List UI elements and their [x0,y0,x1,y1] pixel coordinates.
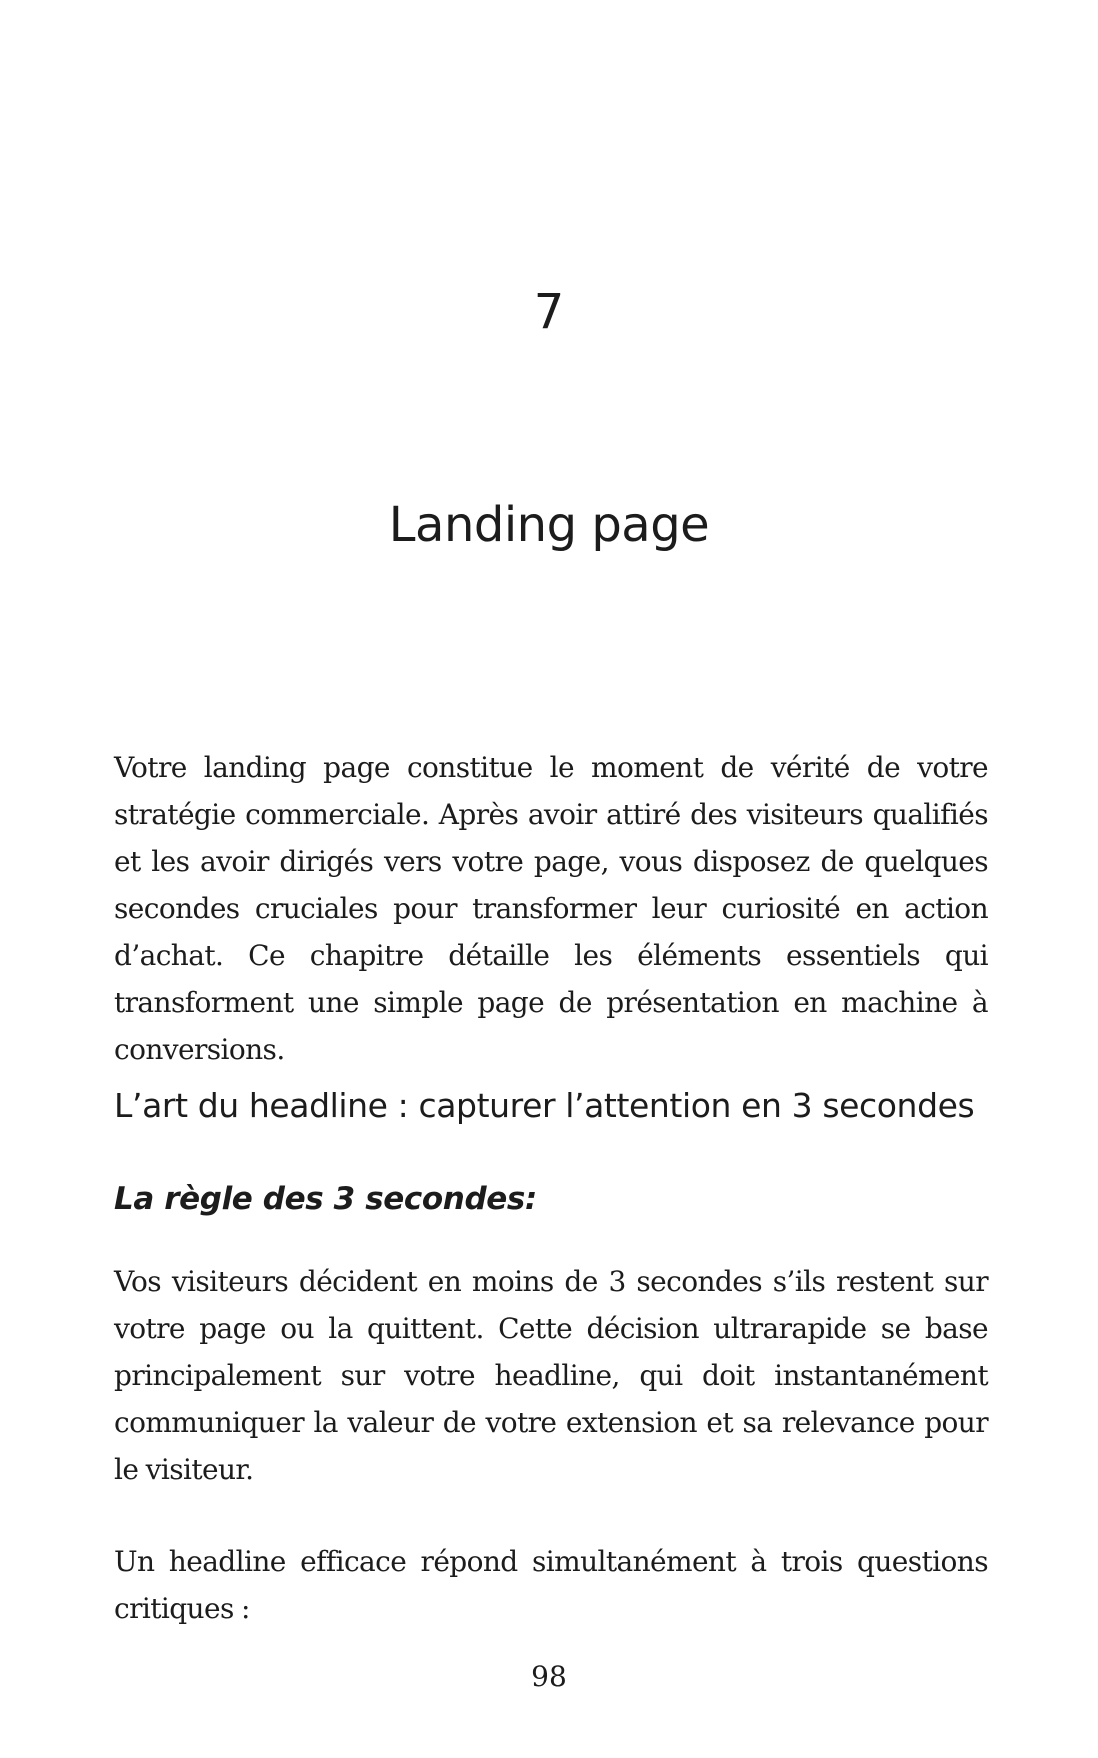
section-heading: L’art du headline : capturer l’attention en 3 secondes [114,1086,975,1125]
questions-paragraph: Un headline efficace répond simultanément à trois questions critiques : [114,1545,988,1625]
chapter-title: Landing page [388,497,710,553]
intro-paragraph: Votre landing page constitue le moment de vérité de votre stratégie commerciale. Après avoir attiré des visiteurs qualifiés et les avoir dirigés vers votre page, vous disposez de quelques secondes cruciales pour transformer leur curiosité en action d’achat. Ce chapitre détaille les éléments essentiels qui transforment une simple page de présentation en machine à conversions. [114,751,988,1066]
chapter-number: 7 [533,284,565,340]
page-number: 98 [531,1660,567,1693]
rule-paragraph: Vos visiteurs décident en moins de 3 secondes s’ils restent sur votre page ou la quittent. Cette décision ultrarapide se base principalement sur votre headline, qui doit instantanément communiquer la valeur de votre extension et sa relevance pour le visiteur. [114,1265,988,1486]
subsection-heading: La règle des 3 secondes: [114,1181,537,1217]
